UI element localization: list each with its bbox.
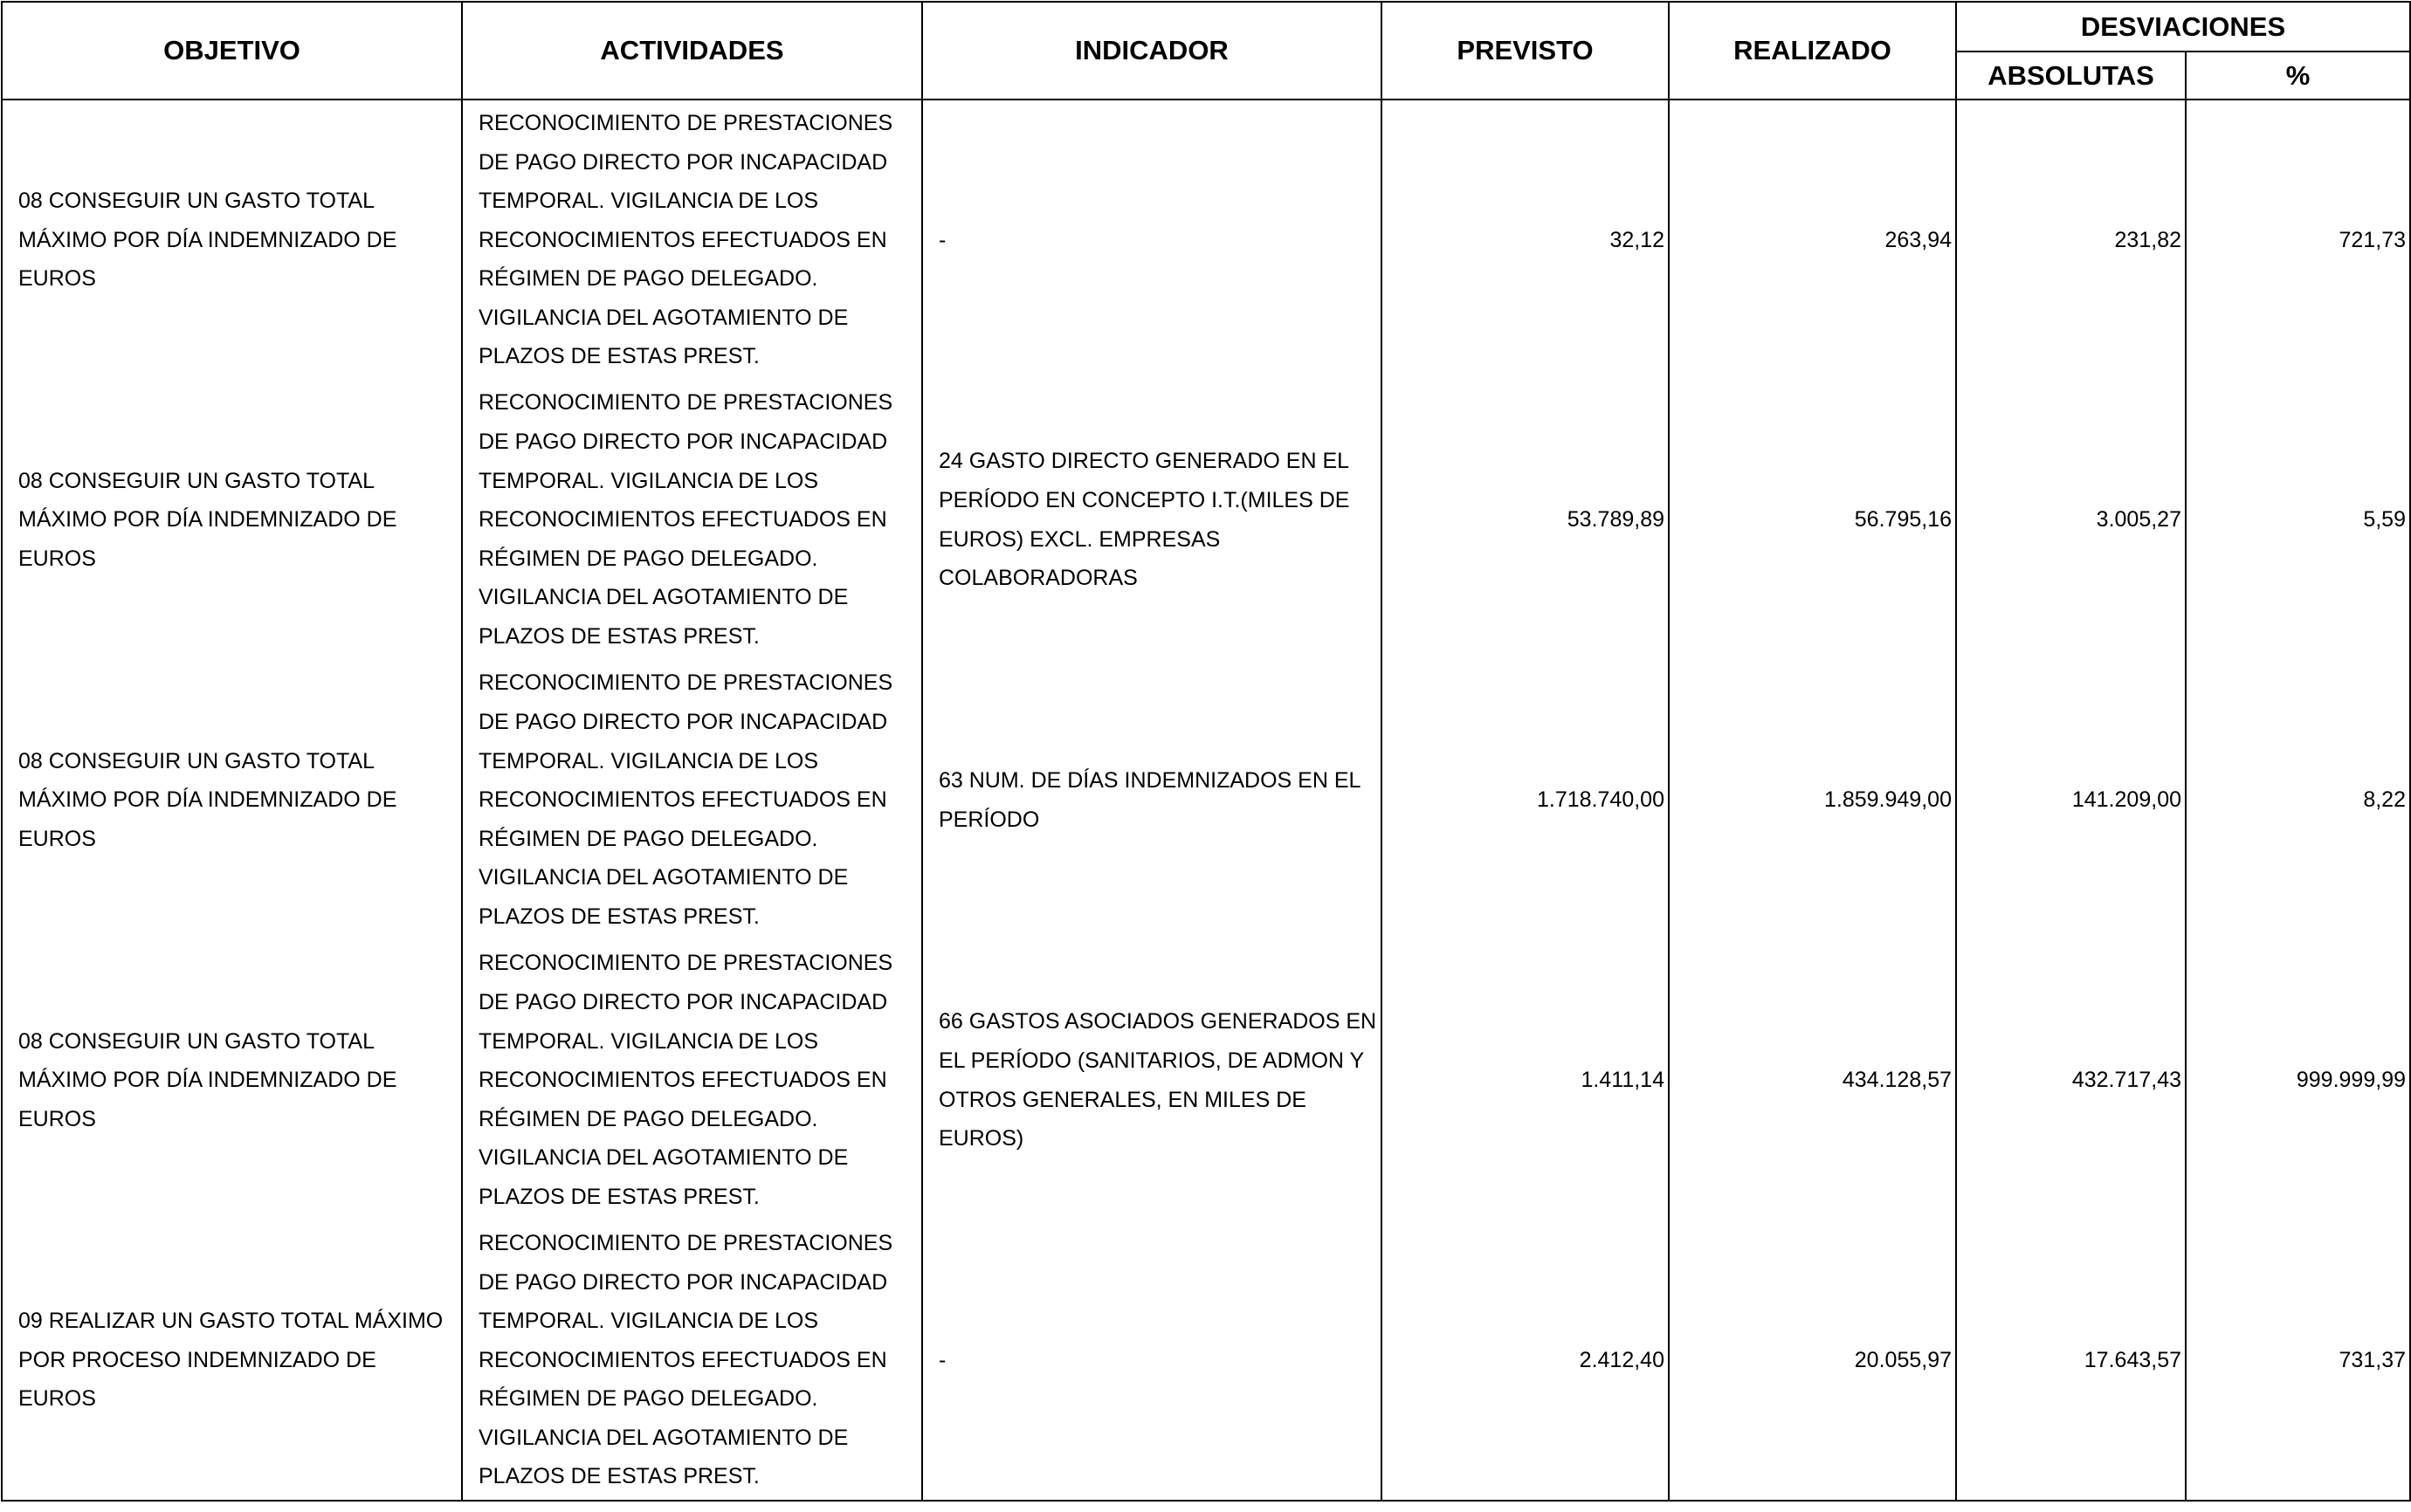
- cell-previsto: 53.789,89: [1381, 380, 1669, 660]
- report-page: [1, 1, 2409, 1511]
- cell-previsto: 32,12: [1381, 100, 1669, 380]
- cell-realizado: 263,94: [1669, 100, 1956, 380]
- table-row: [2, 1220, 2410, 1501]
- cell-actividades: RECONOCIMIENTO DE PRESTACIONES DE PAGO DIRECTO POR INCAPACIDAD TEMPORAL. VIGILANCIA DE LOS RECONOCIMIENTOS EFECTUADOS EN RÉGIMEN DE PAGO DELEGADO. VIGILANCIA DEL AGOTAMIENTO DE PLAZOS DE ESTAS PREST.: [462, 100, 922, 380]
- cell-absolutas: 432.717,43: [1956, 940, 2186, 1220]
- header-previsto: PREVISTO: [1381, 2, 1669, 100]
- table-row: [2, 940, 2410, 1220]
- table-row: [2, 100, 2410, 380]
- cell-objetivo: 08 CONSEGUIR UN GASTO TOTAL MÁXIMO POR DÍA INDEMNIZADO DE EUROS: [2, 100, 462, 380]
- cell-objetivo: 08 CONSEGUIR UN GASTO TOTAL MÁXIMO POR DÍA INDEMNIZADO DE EUROS: [2, 660, 462, 940]
- cell-percent: 721,73: [2186, 100, 2410, 380]
- cell-absolutas: 17.643,57: [1956, 1220, 2186, 1501]
- cell-percent: 999.999,99: [2186, 940, 2410, 1220]
- header-desviaciones: DESVIACIONES: [1956, 2, 2410, 52]
- header-objetivo: OBJETIVO: [2, 2, 462, 100]
- cell-indicador: 66 GASTOS ASOCIADOS GENERADOS EN EL PERÍODO (SANITARIOS, DE ADMON Y OTROS GENERALES, EN MILES DE EUROS): [922, 940, 1381, 1220]
- cell-previsto: 1.411,14: [1381, 940, 1669, 1220]
- cell-indicador: -: [922, 100, 1381, 380]
- cell-realizado: 434.128,57: [1669, 940, 1956, 1220]
- cell-indicador: 24 GASTO DIRECTO GENERADO EN EL PERÍODO EN CONCEPTO I.T.(MILES DE EUROS) EXCL. EMPRESAS COLABORADORAS: [922, 380, 1381, 660]
- objectives-table: [1, 1, 2411, 1502]
- cell-absolutas: 231,82: [1956, 100, 2186, 380]
- cell-objetivo: 08 CONSEGUIR UN GASTO TOTAL MÁXIMO POR DÍA INDEMNIZADO DE EUROS: [2, 940, 462, 1220]
- cell-percent: 5,59: [2186, 380, 2410, 660]
- cell-previsto: 1.718.740,00: [1381, 660, 1669, 940]
- cell-absolutas: 3.005,27: [1956, 380, 2186, 660]
- table-header: [2, 2, 2410, 100]
- header-indicador: INDICADOR: [922, 2, 1381, 100]
- table-row: [2, 380, 2410, 660]
- cell-objetivo: 09 REALIZAR UN GASTO TOTAL MÁXIMO POR PROCESO INDEMNIZADO DE EUROS: [2, 1220, 462, 1501]
- cell-actividades: RECONOCIMIENTO DE PRESTACIONES DE PAGO DIRECTO POR INCAPACIDAD TEMPORAL. VIGILANCIA DE LOS RECONOCIMIENTOS EFECTUADOS EN RÉGIMEN DE PAGO DELEGADO. VIGILANCIA DEL AGOTAMIENTO DE PLAZOS DE ESTAS PREST.: [462, 1220, 922, 1501]
- cell-realizado: 1.859.949,00: [1669, 660, 1956, 940]
- header-absolutas: ABSOLUTAS: [1956, 52, 2186, 100]
- table-row: [2, 660, 2410, 940]
- cell-percent: 731,37: [2186, 1220, 2410, 1501]
- cell-indicador: -: [922, 1220, 1381, 1501]
- cell-actividades: RECONOCIMIENTO DE PRESTACIONES DE PAGO DIRECTO POR INCAPACIDAD TEMPORAL. VIGILANCIA DE LOS RECONOCIMIENTOS EFECTUADOS EN RÉGIMEN DE PAGO DELEGADO. VIGILANCIA DEL AGOTAMIENTO DE PLAZOS DE ESTAS PREST.: [462, 380, 922, 660]
- cell-actividades: RECONOCIMIENTO DE PRESTACIONES DE PAGO DIRECTO POR INCAPACIDAD TEMPORAL. VIGILANCIA DE LOS RECONOCIMIENTOS EFECTUADOS EN RÉGIMEN DE PAGO DELEGADO. VIGILANCIA DEL AGOTAMIENTO DE PLAZOS DE ESTAS PREST.: [462, 660, 922, 940]
- cell-percent: 8,22: [2186, 660, 2410, 940]
- header-actividades: ACTIVIDADES: [462, 2, 922, 100]
- cell-indicador: 63 NUM. DE DÍAS INDEMNIZADOS EN EL PERÍODO: [922, 660, 1381, 940]
- table-body: [2, 100, 2410, 1501]
- cell-previsto: 2.412,40: [1381, 1220, 1669, 1501]
- cell-realizado: 56.795,16: [1669, 380, 1956, 660]
- cell-realizado: 20.055,97: [1669, 1220, 1956, 1501]
- header-percent: %: [2186, 52, 2410, 100]
- cell-absolutas: 141.209,00: [1956, 660, 2186, 940]
- cell-actividades: RECONOCIMIENTO DE PRESTACIONES DE PAGO DIRECTO POR INCAPACIDAD TEMPORAL. VIGILANCIA DE LOS RECONOCIMIENTOS EFECTUADOS EN RÉGIMEN DE PAGO DELEGADO. VIGILANCIA DEL AGOTAMIENTO DE PLAZOS DE ESTAS PREST.: [462, 940, 922, 1220]
- header-realizado: REALIZADO: [1669, 2, 1956, 100]
- cell-objetivo: 08 CONSEGUIR UN GASTO TOTAL MÁXIMO POR DÍA INDEMNIZADO DE EUROS: [2, 380, 462, 660]
